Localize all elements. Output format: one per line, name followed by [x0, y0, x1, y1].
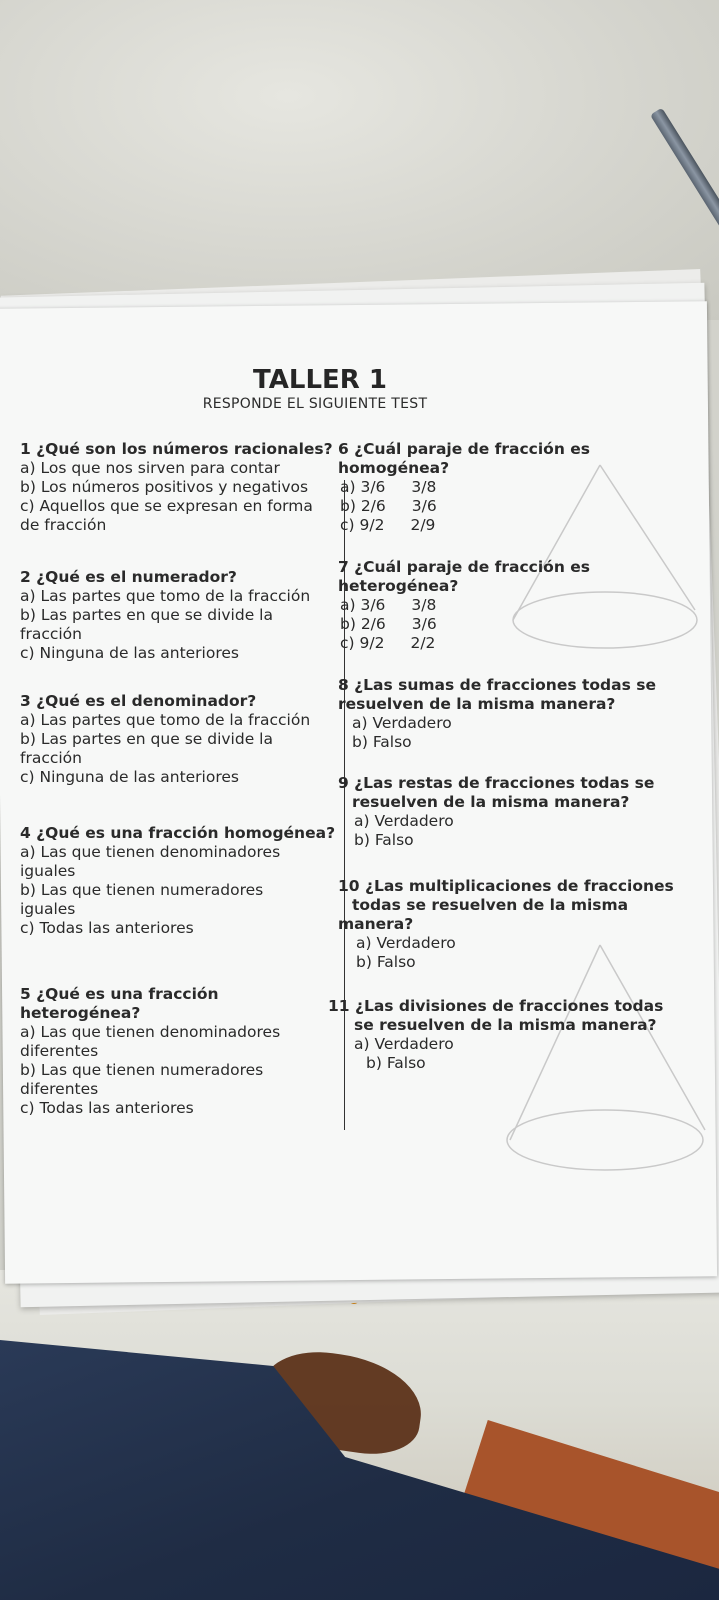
option: iguales — [20, 862, 76, 880]
option: a) Las partes que tomo de la fracción — [20, 587, 311, 605]
option: b) Los números positivos y negativos — [20, 478, 309, 496]
question-text: heterogénea? — [338, 577, 459, 595]
option: a) Los que nos sirven para contar — [20, 459, 280, 477]
option: fracción — [20, 749, 82, 767]
fraction: c) 9/2 — [340, 516, 385, 534]
fraction: 3/6 — [411, 615, 437, 633]
option: a) Las que tienen denominadores — [20, 843, 281, 861]
option: a) Verdadero — [356, 934, 456, 952]
question-text: 3 ¿Qué es el denominador? — [20, 692, 257, 710]
question-9 — [338, 774, 688, 850]
option: iguales — [20, 900, 76, 918]
question-1 — [20, 440, 340, 535]
page-subtitle: RESPONDE EL SIGUIENTE TEST — [202, 396, 428, 412]
question-5 — [20, 985, 340, 1118]
question-2 — [20, 568, 340, 663]
question-text: manera? — [338, 915, 414, 933]
fraction-pair — [340, 634, 688, 653]
fraction-pair — [340, 478, 688, 497]
option: b) Las que tienen numeradores — [20, 881, 264, 899]
option: b) Falso — [366, 1054, 426, 1072]
page-title: TALLER 1 — [253, 365, 387, 395]
option: c) Ninguna de las anteriores — [20, 768, 239, 786]
option: b) Falso — [354, 831, 414, 849]
option: b) Las que tienen numeradores — [20, 1061, 264, 1079]
question-11 — [328, 997, 688, 1073]
question-6 — [338, 440, 688, 535]
question-text: homogénea? — [338, 459, 450, 477]
question-3 — [20, 692, 340, 787]
question-text: resuelven de la misma manera? — [338, 695, 616, 713]
question-8 — [338, 676, 688, 752]
option: b) Falso — [356, 953, 416, 971]
fraction-pair — [340, 497, 688, 516]
fraction: b) 2/6 — [340, 497, 386, 515]
fraction: c) 9/2 — [340, 634, 385, 652]
fraction-pair — [340, 615, 688, 634]
question-text: todas se resuelven de la misma — [352, 896, 629, 914]
option: b) Las partes en que se divide la — [20, 606, 273, 624]
question-text: resuelven de la misma manera? — [352, 793, 630, 811]
option: c) Todas las anteriores — [20, 919, 194, 937]
fraction-pair — [340, 516, 688, 535]
question-text: 8 ¿Las sumas de fracciones todas se — [338, 676, 656, 694]
question-text: 9 ¿Las restas de fracciones todas se — [338, 774, 655, 792]
fraction: a) 3/6 — [340, 478, 386, 496]
option: a) Las que tienen denominadores — [20, 1023, 281, 1041]
question-text: 1 ¿Qué son los números racionales? — [20, 440, 333, 458]
option: a) Las partes que tomo de la fracción — [20, 711, 311, 729]
question-7 — [338, 558, 688, 653]
option: diferentes — [20, 1080, 99, 1098]
option: a) Verdadero — [354, 1035, 454, 1053]
option: fracción — [20, 625, 82, 643]
question-4 — [20, 824, 340, 938]
fraction: 2/9 — [410, 516, 436, 534]
question-text: se resuelven de la misma manera? — [354, 1016, 657, 1034]
option: c) Aquellos que se expresan en forma — [20, 497, 313, 515]
fraction: a) 3/6 — [340, 596, 386, 614]
option: b) Falso — [352, 733, 412, 751]
question-text: 2 ¿Qué es el numerador? — [20, 568, 237, 586]
question-text: 11 ¿Las divisiones de fracciones todas — [328, 997, 664, 1015]
option: diferentes — [20, 1042, 99, 1060]
fraction: b) 2/6 — [340, 615, 386, 633]
fraction: 3/8 — [411, 478, 437, 496]
fraction-pair — [340, 596, 688, 615]
question-text: 5 ¿Qué es una fracción heterogénea? — [20, 985, 219, 1022]
fraction: 3/6 — [411, 497, 437, 515]
option: c) Todas las anteriores — [20, 1099, 194, 1117]
option: b) Las partes en que se divide la — [20, 730, 273, 748]
question-10 — [338, 877, 688, 972]
question-text: 10 ¿Las multiplicaciones de fracciones — [338, 877, 674, 895]
question-text: 7 ¿Cuál paraje de fracción es — [338, 558, 590, 576]
option: c) Ninguna de las anteriores — [20, 644, 239, 662]
question-text: 6 ¿Cuál paraje de fracción es — [338, 440, 590, 458]
fraction: 2/2 — [410, 634, 436, 652]
question-text: 4 ¿Qué es una fracción homogénea? — [20, 824, 336, 842]
option: de fracción — [20, 516, 107, 534]
option: a) Verdadero — [354, 812, 454, 830]
fraction: 3/8 — [411, 596, 437, 614]
option: a) Verdadero — [352, 714, 452, 732]
